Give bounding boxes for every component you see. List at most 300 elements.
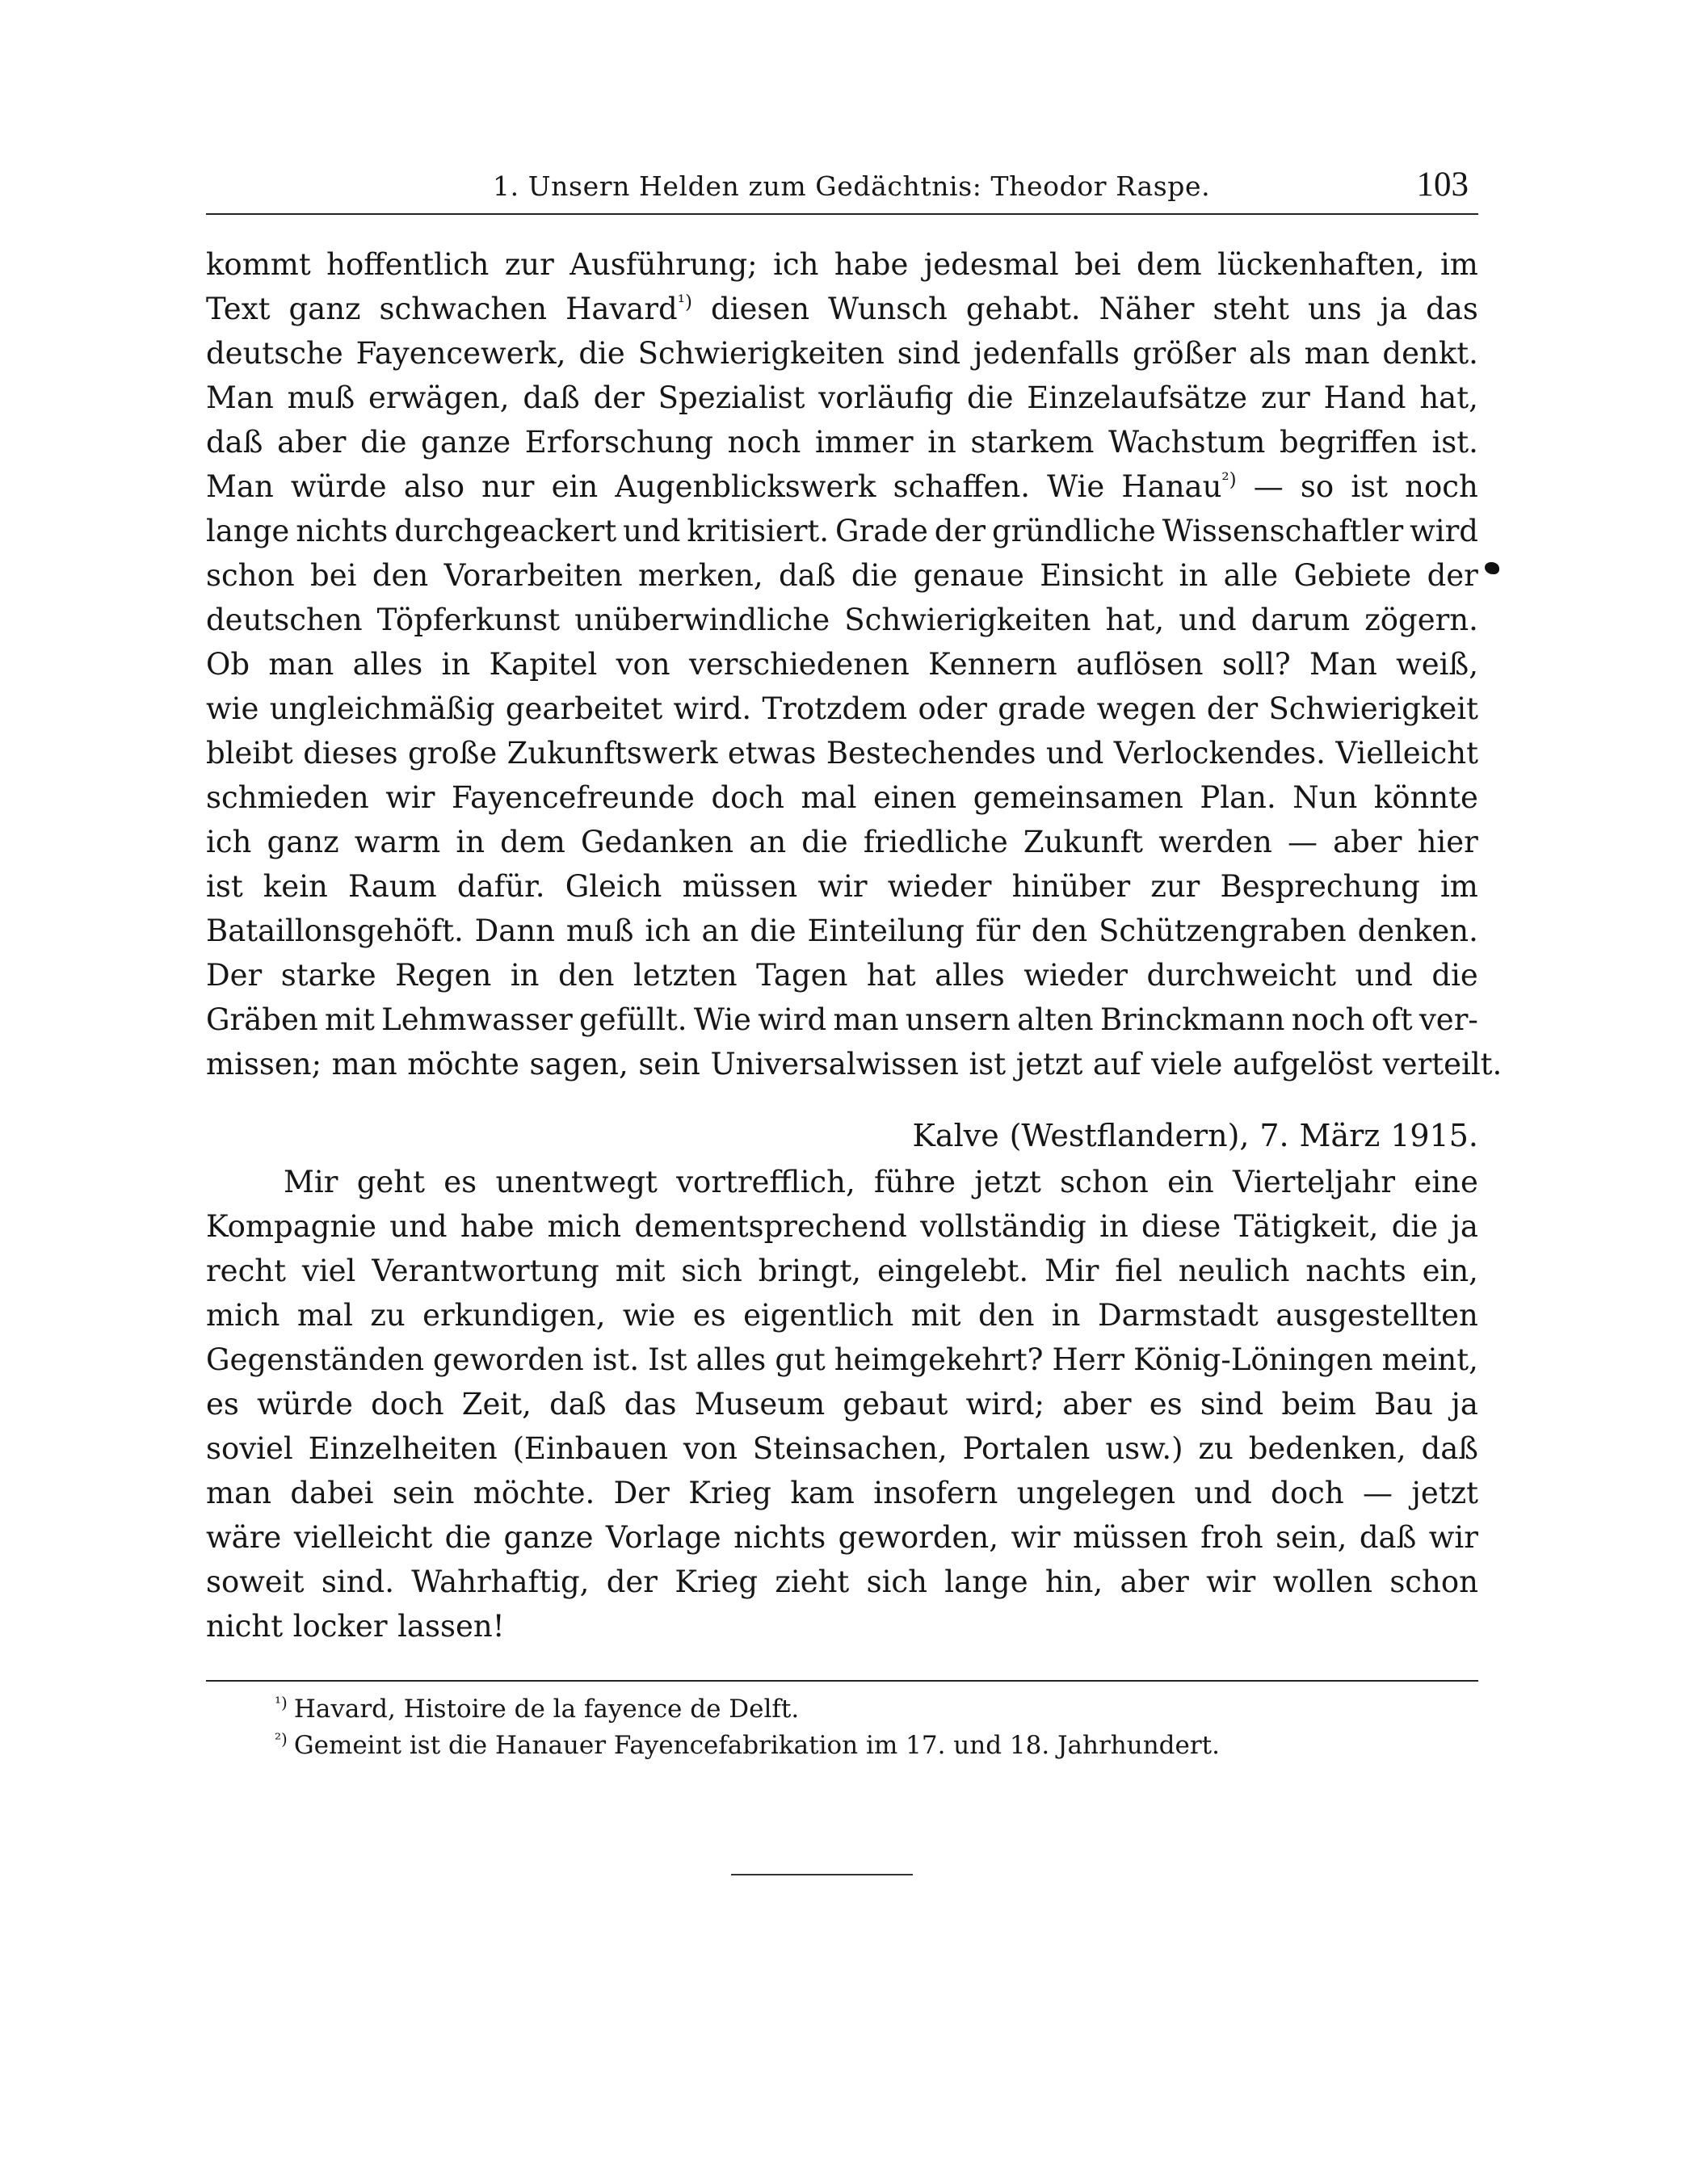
word: Tagen xyxy=(756,958,848,993)
text-line xyxy=(206,1515,1478,1560)
word: Kompagnie xyxy=(206,1209,376,1244)
word: Spezialist xyxy=(658,380,805,415)
word: der xyxy=(1206,691,1259,726)
word: (Westflandern), xyxy=(1009,1118,1250,1153)
word: Schwierigkeiten xyxy=(844,603,1091,637)
word: warm xyxy=(354,825,441,859)
word: lange xyxy=(206,514,290,548)
word: Hanau$^{^2)}$ xyxy=(1121,469,1237,504)
ink-blot xyxy=(1485,562,1499,574)
word: es xyxy=(443,1165,477,1199)
word: friedliche xyxy=(863,825,1008,859)
word: mit xyxy=(615,1254,666,1288)
word: viele xyxy=(1151,1047,1223,1082)
word: sein xyxy=(392,1476,455,1510)
word: dabei xyxy=(290,1476,374,1510)
word: schon xyxy=(206,558,295,593)
word: soll? xyxy=(1221,647,1291,682)
word: Vorarbeiten xyxy=(443,558,623,593)
word: die xyxy=(967,380,1014,415)
word: lückenhaften, xyxy=(1217,247,1425,282)
word: in xyxy=(441,647,471,682)
word: Krieg xyxy=(688,1476,771,1510)
text-line xyxy=(206,1338,1478,1382)
word: man xyxy=(206,1476,271,1510)
word: Vielleicht xyxy=(1335,736,1478,771)
word: müssen xyxy=(682,869,798,904)
word: Zeit, xyxy=(461,1387,532,1422)
word: würde xyxy=(290,469,387,504)
word: Mir xyxy=(284,1165,338,1199)
word: Man xyxy=(206,469,274,504)
word: das xyxy=(1426,292,1478,326)
word: aufgelöst xyxy=(1233,1047,1373,1082)
word: Schwierigkeit xyxy=(1268,691,1478,726)
word: kein xyxy=(263,869,328,904)
word: Dann xyxy=(474,914,556,948)
word: wird xyxy=(758,1002,827,1037)
word: jedesmal xyxy=(923,247,1059,282)
word: in xyxy=(510,958,540,993)
word: mich xyxy=(206,1298,280,1333)
word: die xyxy=(444,1520,492,1555)
word: der xyxy=(593,380,645,415)
word: denkt. xyxy=(1382,336,1478,371)
word: mal xyxy=(296,1298,353,1333)
text-line xyxy=(206,909,1478,953)
word: darum xyxy=(1250,603,1351,637)
text-line xyxy=(206,1382,1478,1426)
word: verteilt. xyxy=(1382,1047,1503,1082)
word: Plan. xyxy=(1200,780,1276,815)
word: Kapitel xyxy=(489,647,598,682)
footnote-reference: ²) xyxy=(1221,469,1237,491)
word: Verlockendes. xyxy=(1113,736,1326,771)
word: denken. xyxy=(1357,914,1478,948)
word: hat xyxy=(866,958,916,993)
word: Erforschung xyxy=(524,425,713,460)
word: Fayencefreunde xyxy=(451,780,695,815)
word: man xyxy=(1304,336,1370,371)
word: wird; xyxy=(965,1387,1044,1422)
word: bringt, xyxy=(758,1254,862,1288)
word: in xyxy=(1099,1209,1128,1244)
word: es xyxy=(692,1298,726,1333)
word: aber xyxy=(1120,1564,1189,1599)
word: die xyxy=(750,914,796,948)
word: dem xyxy=(500,825,565,859)
word: für xyxy=(975,914,1020,948)
word: Gräben xyxy=(206,1002,318,1037)
word: geht xyxy=(356,1165,425,1199)
word: muß xyxy=(287,380,355,415)
word: möchte xyxy=(407,1047,519,1082)
word: etwas xyxy=(727,736,817,771)
word: 7. xyxy=(1259,1118,1289,1153)
word: — xyxy=(1363,1476,1393,1510)
word: auflösen xyxy=(1076,647,1204,682)
word: ja xyxy=(1380,292,1408,326)
word: lassen! xyxy=(397,1609,505,1644)
word: wir xyxy=(1428,1520,1478,1555)
running-title: 1. Unsern Helden zum Gedächtnis: Theodor Raspe. xyxy=(493,170,1211,202)
word: Krieg xyxy=(675,1564,759,1599)
word: Portalen xyxy=(962,1431,1091,1466)
word: bedenken, xyxy=(1248,1431,1406,1466)
word: ganz xyxy=(288,292,361,326)
word: auf xyxy=(1092,1047,1141,1082)
word: missen; xyxy=(206,1047,322,1082)
word: Zukunft xyxy=(1023,825,1144,859)
word: müssen xyxy=(1073,1520,1188,1555)
word: ist xyxy=(969,1047,1007,1082)
word: ist xyxy=(206,869,243,904)
word: in xyxy=(456,825,485,859)
footnote-reference: ¹) xyxy=(677,292,692,313)
footnote-text: Havard, Histoire de la fayence de Delft. xyxy=(293,1695,800,1724)
word: so xyxy=(1300,469,1334,504)
word: vielleicht xyxy=(293,1520,433,1555)
word: Töpferkunst xyxy=(376,603,561,637)
word: doch xyxy=(371,1387,444,1422)
word: froh xyxy=(1200,1520,1263,1555)
word: wäre xyxy=(206,1520,282,1555)
word: oft xyxy=(1371,1002,1413,1037)
word: Darmstadt xyxy=(1097,1298,1259,1333)
text-line xyxy=(206,820,1478,864)
word: sich xyxy=(866,1564,927,1599)
word: wollen xyxy=(1272,1564,1372,1599)
word: Besprechung xyxy=(1220,869,1420,904)
word: hoffentlich xyxy=(326,247,490,282)
text-line xyxy=(206,376,1478,420)
word: ja xyxy=(1451,1387,1478,1422)
word: zu xyxy=(1198,1431,1234,1466)
word: schmieden xyxy=(206,780,369,815)
word: Trotzdem xyxy=(762,691,908,726)
word: wie xyxy=(206,691,259,726)
text-line xyxy=(206,642,1478,687)
word: wir xyxy=(385,780,435,815)
word: Wachstum xyxy=(1108,425,1266,460)
word: wieder xyxy=(887,869,992,904)
word: viel xyxy=(301,1254,356,1288)
word: die xyxy=(578,336,625,371)
word: bei xyxy=(1074,247,1121,282)
word: und xyxy=(1355,958,1413,993)
text-line xyxy=(206,1293,1478,1338)
word: diesen xyxy=(710,292,810,326)
word: ein xyxy=(551,469,599,504)
word: Vorlage xyxy=(605,1520,721,1555)
word: es xyxy=(1149,1387,1183,1422)
word: Brinckmann xyxy=(1099,1002,1285,1037)
word: Einteilung xyxy=(807,914,965,948)
word: Kalve xyxy=(912,1118,999,1153)
word: den xyxy=(558,958,615,993)
word: schon xyxy=(1389,1564,1478,1599)
word: an xyxy=(701,914,739,948)
word: Fayencewerk, xyxy=(355,336,566,371)
word: und xyxy=(1179,603,1237,637)
word: größer xyxy=(1133,336,1236,371)
word: merken, xyxy=(638,558,763,593)
text-line xyxy=(206,420,1478,464)
word: Havard$^{^1)}$ xyxy=(565,292,692,326)
word: durchgeackert xyxy=(394,514,617,548)
word: hat, xyxy=(1105,603,1165,637)
word: 1915. xyxy=(1390,1118,1478,1153)
word: soviel xyxy=(206,1431,293,1466)
word: mich xyxy=(547,1209,622,1244)
word: ungleichmäßig xyxy=(269,691,495,726)
word: beim xyxy=(1281,1387,1356,1422)
word: der xyxy=(606,1564,658,1599)
word: an xyxy=(749,825,787,859)
word: hat, xyxy=(1419,380,1478,415)
paragraph-2 xyxy=(206,1160,1478,1648)
word: sind. xyxy=(321,1564,394,1599)
text-line xyxy=(206,1604,1478,1648)
word: möchte. xyxy=(473,1476,595,1510)
word: sagen, xyxy=(529,1047,628,1082)
word: mit xyxy=(910,1298,961,1333)
word: Steinsachen, xyxy=(752,1431,948,1466)
word: hier xyxy=(1417,825,1478,859)
word: oder xyxy=(918,691,987,726)
word: geworden xyxy=(433,1342,584,1377)
footnote-rule xyxy=(206,1680,1478,1682)
word: ganze xyxy=(503,1520,594,1555)
word: usw.) xyxy=(1105,1431,1183,1466)
word: Lehmwasser xyxy=(381,1002,573,1037)
word: gemeinsamen xyxy=(973,780,1183,815)
word: schaffen. xyxy=(893,469,1030,504)
word: gefüllt. xyxy=(579,1002,687,1037)
word: ganze xyxy=(421,425,511,460)
word: also xyxy=(403,469,464,504)
word: Universalwissen xyxy=(710,1047,959,1082)
word: Bestechendes xyxy=(826,736,1036,771)
word: Gleich xyxy=(565,869,662,904)
word: unüberwindliche xyxy=(574,603,830,637)
word: würde xyxy=(257,1387,353,1422)
word: kommt xyxy=(206,247,311,282)
word: habe xyxy=(834,247,909,282)
word: ist. xyxy=(592,1342,640,1377)
word: den xyxy=(1031,914,1088,948)
footnote-marker: ²) xyxy=(275,1728,288,1749)
word: wir xyxy=(1011,1520,1061,1555)
word: letzten xyxy=(633,958,738,993)
word: Gegenständen xyxy=(206,1342,425,1377)
word: dem xyxy=(1136,247,1202,282)
word: daß xyxy=(1421,1431,1478,1466)
word: immer xyxy=(814,425,914,460)
word: Verantwortung xyxy=(372,1254,599,1288)
word: die xyxy=(360,425,407,460)
word: noch xyxy=(727,425,801,460)
word: sind xyxy=(1200,1387,1264,1422)
word: daß xyxy=(1359,1520,1417,1555)
word: Ist xyxy=(648,1342,687,1377)
word: daß xyxy=(206,425,263,460)
text-line xyxy=(206,1471,1478,1515)
word: starke xyxy=(280,958,376,993)
word: insofern xyxy=(873,1476,998,1510)
word: aber xyxy=(1333,825,1402,859)
word: ist xyxy=(1351,469,1389,504)
text-line xyxy=(206,953,1478,998)
word: zur xyxy=(504,247,554,282)
word: wieder xyxy=(1023,958,1128,993)
word: alles xyxy=(352,647,423,682)
word: Der xyxy=(613,1476,670,1510)
word: schon xyxy=(1060,1165,1149,1199)
word: jetzt xyxy=(1411,1476,1478,1510)
word: Schwierigkeiten xyxy=(637,336,885,371)
word: mit xyxy=(325,1002,375,1037)
word: Vierteljahr xyxy=(1232,1165,1396,1199)
word: erkundigen, xyxy=(422,1298,606,1333)
page-number: 103 xyxy=(1416,166,1469,204)
word: in xyxy=(1179,558,1208,593)
text-line xyxy=(206,464,1478,509)
word: zu xyxy=(370,1298,406,1333)
word: soweit xyxy=(206,1564,305,1599)
word: alles xyxy=(696,1342,767,1377)
word: genaue xyxy=(913,558,1024,593)
text-line xyxy=(206,1560,1478,1604)
word: eigentlich xyxy=(743,1298,894,1333)
word: das xyxy=(624,1387,677,1422)
word: jedenfalls xyxy=(973,336,1120,371)
footnote-marker: ¹) xyxy=(275,1692,288,1712)
word: wird xyxy=(1410,514,1478,548)
text-line xyxy=(206,287,1478,331)
word: und xyxy=(623,514,681,548)
word: neulich xyxy=(1178,1254,1290,1288)
text-line xyxy=(206,598,1478,642)
word: Herr xyxy=(1052,1342,1125,1377)
word: sind xyxy=(897,336,961,371)
word: Wie xyxy=(693,1002,751,1037)
paragraph-1 xyxy=(206,242,1503,1086)
word: im xyxy=(1440,869,1478,904)
word: dieses xyxy=(303,736,398,771)
word: ist. xyxy=(1431,425,1478,460)
word: von xyxy=(683,1431,738,1466)
word: Ob xyxy=(206,647,250,682)
text-line xyxy=(206,1042,1503,1086)
word: große xyxy=(407,736,498,771)
word: König-Löningen xyxy=(1133,1342,1373,1377)
body-text xyxy=(206,242,1503,1648)
word: begriffen xyxy=(1280,425,1418,460)
word: Einzelaufsätze xyxy=(1027,380,1248,415)
word: meint, xyxy=(1381,1342,1478,1377)
word: nur xyxy=(481,469,535,504)
word: die xyxy=(1431,958,1478,993)
word: nicht xyxy=(206,1609,284,1644)
word: — xyxy=(1253,469,1284,504)
word: daß xyxy=(523,380,580,415)
text-line xyxy=(206,1204,1478,1249)
text-line xyxy=(206,998,1478,1042)
word: fiel xyxy=(1115,1254,1162,1288)
word: alten xyxy=(1017,1002,1094,1037)
word: Hand xyxy=(1323,380,1406,415)
word: durchweicht xyxy=(1146,958,1337,993)
word: habe xyxy=(460,1209,535,1244)
word: doch xyxy=(1271,1476,1344,1510)
word: vorläufig xyxy=(818,380,954,415)
word: wegen xyxy=(1096,691,1196,726)
text-line xyxy=(206,1426,1478,1471)
word: ausgestellten xyxy=(1276,1298,1478,1333)
word: Einsicht xyxy=(1040,558,1164,593)
word: bei xyxy=(310,558,357,593)
word: und xyxy=(1194,1476,1252,1510)
footnote-1 xyxy=(275,1691,1406,1728)
word: Wissenschaftler xyxy=(1162,514,1404,548)
word: Bataillonsgehöft. xyxy=(206,914,464,948)
text-line xyxy=(206,553,1478,598)
word: Regen xyxy=(395,958,492,993)
word: ganz xyxy=(267,825,339,859)
word: zur xyxy=(1150,869,1200,904)
word: mal xyxy=(801,780,857,815)
word: eine xyxy=(1414,1165,1478,1199)
word: aber xyxy=(277,425,347,460)
word: nachts xyxy=(1305,1254,1406,1288)
word: sein xyxy=(638,1047,700,1082)
word: daß xyxy=(549,1387,607,1422)
word: Gedanken xyxy=(580,825,734,859)
word: die xyxy=(801,825,848,859)
word: unsern xyxy=(905,1002,1011,1037)
header-rule xyxy=(206,213,1478,215)
word: als xyxy=(1248,336,1292,371)
word: Text xyxy=(206,292,271,326)
word: wir xyxy=(1206,1564,1256,1599)
text-line xyxy=(206,1160,1478,1204)
word: Raum xyxy=(348,869,437,904)
word: locker xyxy=(292,1609,388,1644)
word: Augenblickswerk xyxy=(615,469,876,504)
word: man xyxy=(833,1002,899,1037)
word: lange xyxy=(944,1564,1028,1599)
word: jetzt xyxy=(974,1165,1041,1199)
text-line xyxy=(206,331,1478,376)
word: daß xyxy=(779,558,836,593)
word: kam xyxy=(790,1476,855,1510)
word: zur xyxy=(1260,380,1310,415)
word: gut xyxy=(775,1342,826,1377)
word: nichts xyxy=(296,514,389,548)
word: sein, xyxy=(1276,1520,1347,1555)
word: Wie xyxy=(1047,469,1105,504)
word: ich xyxy=(206,825,252,859)
closing-rule xyxy=(731,1874,913,1875)
word: aber xyxy=(1062,1387,1132,1422)
word: Bau xyxy=(1374,1387,1434,1422)
word: man xyxy=(331,1047,397,1082)
word: dafür. xyxy=(456,869,545,904)
word: hinüber xyxy=(1011,869,1131,904)
word: Näher xyxy=(1099,292,1195,326)
word: Ausführung; xyxy=(570,247,758,282)
